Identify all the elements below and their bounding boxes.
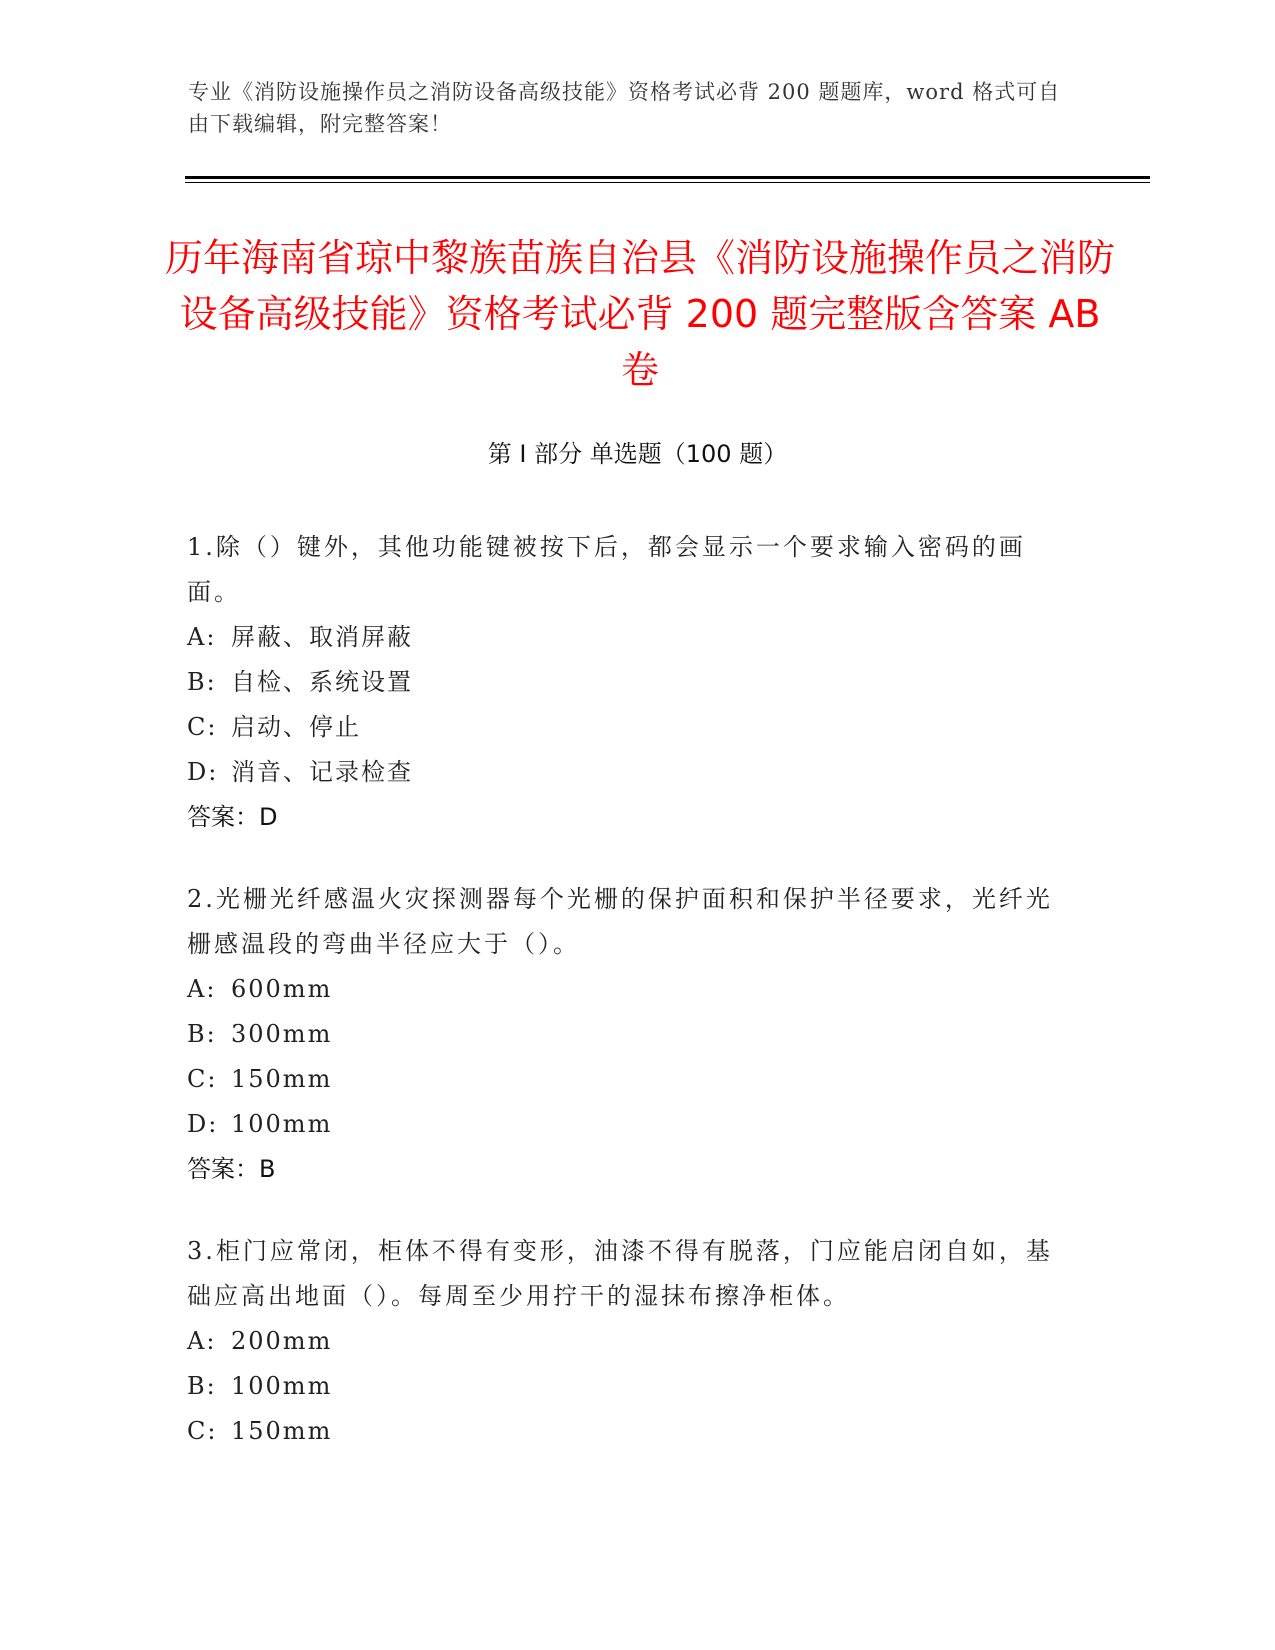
option-key: B:	[187, 668, 217, 696]
option-key: D:	[187, 1110, 219, 1138]
option-text: 100mm	[231, 1372, 333, 1400]
option-b	[187, 660, 1067, 705]
option-key: C:	[187, 713, 218, 741]
option-key: C:	[187, 1417, 218, 1445]
option-text: 200mm	[231, 1327, 333, 1355]
section-heading: 第 I 部分 单选题（100 题）	[487, 440, 788, 468]
option-key: A:	[187, 1327, 217, 1355]
option-a	[187, 1319, 1067, 1364]
question-2	[187, 877, 1067, 1192]
option-d	[187, 1102, 1067, 1147]
question-stem: 2.光栅光纤感温火灾探测器每个光栅的保护面积和保护半径要求，光纤光栅感温段的弯曲半径应大于（）。	[187, 885, 1053, 958]
option-a	[187, 967, 1067, 1012]
question-3	[187, 1229, 1067, 1454]
option-key: B:	[187, 1020, 217, 1048]
option-text: 150mm	[231, 1065, 333, 1093]
option-text: 启动、停止	[231, 713, 361, 741]
option-text: 600mm	[231, 975, 333, 1003]
header-note: 专业《消防设施操作员之消防设备高级技能》资格考试必背 200 题题库，word 格式可自由下载编辑，附完整答案！	[188, 80, 1061, 136]
answer-line: 答案：D	[187, 803, 278, 831]
option-text: 屏蔽、取消屏蔽	[231, 623, 413, 651]
option-text: 自检、系统设置	[231, 668, 413, 696]
question-list	[187, 525, 1067, 1491]
header-divider-thick	[185, 176, 1150, 179]
option-text: 300mm	[231, 1020, 333, 1048]
option-a	[187, 615, 1067, 660]
question-1	[187, 525, 1067, 840]
document-title: 历年海南省琼中黎族苗族自治县《消防设施操作员之消防设备高级技能》资格考试必背 200 题完整版含答案 AB 卷	[164, 236, 1115, 392]
option-d	[187, 750, 1067, 795]
option-b	[187, 1012, 1067, 1057]
option-c	[187, 1409, 1067, 1454]
question-stem: 1.除（）键外，其他功能键被按下后，都会显示一个要求输入密码的画面。	[187, 533, 1026, 606]
answer-line: 答案：B	[187, 1155, 276, 1183]
option-key: C:	[187, 1065, 218, 1093]
option-key: B:	[187, 1372, 217, 1400]
option-c	[187, 1057, 1067, 1102]
option-c	[187, 705, 1067, 750]
option-key: A:	[187, 623, 217, 651]
option-key: A:	[187, 975, 217, 1003]
option-text: 150mm	[231, 1417, 333, 1445]
header-divider-thin	[185, 182, 1150, 183]
option-text: 消音、记录检查	[231, 758, 413, 786]
option-text: 100mm	[231, 1110, 333, 1138]
option-key: D:	[187, 758, 219, 786]
question-stem: 3.柜门应常闭，柜体不得有变形，油漆不得有脱落，门应能启闭自如，基础应高出地面（）。每周至少用拧干的湿抹布擦净柜体。	[187, 1237, 1053, 1310]
option-b	[187, 1364, 1067, 1409]
